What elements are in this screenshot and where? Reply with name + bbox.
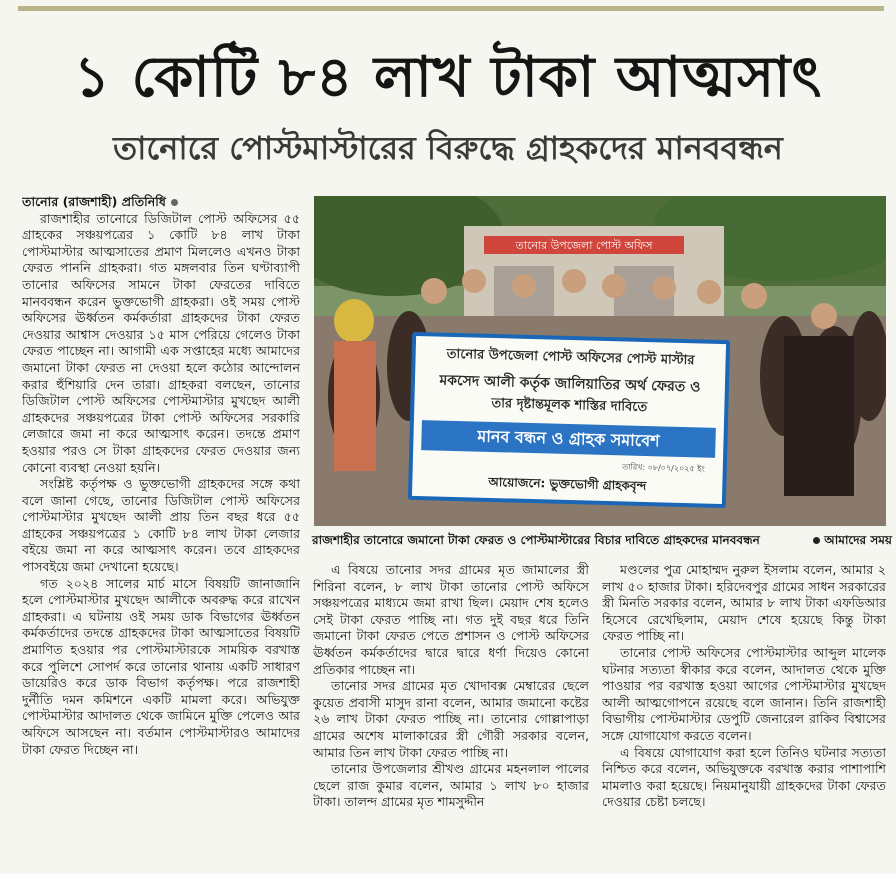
paragraph: তানোর উপজেলার শ্রীখণ্ড গ্রামের মহনলাল পালের ছেলে রাজ কুমার বলেন, আমার ১ লাখ ৮০ হাজার টাকা। তালন্দ গ্রামের মৃত শামসুদ্দীন <box>313 761 589 810</box>
paragraph: এ বিষয়ে তানোর সদর গ্রামের মৃত জামালের স্ত্রী শিরিনা বলেন, ৮ লাখ টাকা তানোর পোস্ট অফিসে সঞ্চয়পত্রের মাধ্যমে জমা রাখা ছিল। মেয়াদ শেষ হলেও সেই টাকা ফেরত পাচ্ছি না। গত দুই বছর ধরে তিনি জমানো টাকা ফেরত পেতে প্রশাসন ও পোস্ট অফিসের ঊর্ধ্বতন কর্মকর্তাদের দ্বারে দ্বারে ধর্ণা দিয়েও কোনো প্রতিকার পাচ্ছেন না। <box>313 562 589 677</box>
article-column-2 <box>313 562 589 862</box>
office-sign: তানোর উপজেলা পোস্ট অফিস <box>515 239 653 252</box>
article-column-3 <box>602 562 886 862</box>
paragraph: রাজশাহীর তানোরে ডিজিটাল পোস্ট অফিসের ৫৫ গ্রাহকের সঞ্চয়পত্রের ১ কোটি ৮৪ লাখ টাকা পোস্টমাস্টার আত্মসাতের প্রমাণ মিললেও এখনও টাকা ফেরত পাননি গ্রাহকরা। গত মঙ্গলবার তিন ঘণ্টাব্যাপী তানোর অফিসের সামনে টাকা ফেরতের দাবিতে মানববন্ধন করেন ভুক্তভোগী গ্রাহকরা। ওই সময় পোস্ট অফিসের ঊর্ধ্বতন কর্মকর্তারা গ্রাহকদের টাকা ফেরত দেওয়ার আশ্বাস দেওয়ার ১৫ মাস পেরিয়ে গেলেও টাকা ফেরত পাচ্ছেন না। আগামী এক সপ্তাহের মধ্যে আমাদের জমানো টাকা ফেরত না দেওয়া হলে কঠোর আন্দোলন করার হুঁশিয়ারি দেন তারা। গ্রাহকরা বলছেন, তানোর ডিজিটাল পোস্ট অফিসের পোস্টমাস্টার মুখছেদ আলী গ্রাহকদের সঞ্চয়পত্রের টাকা পোস্ট অফিসের সরকারি লেজারে জমা না করে আত্মসাৎ করেন। তদন্তে প্রমাণ হওয়ার পরও সে টাকা গ্রাহকদের ফেরত দেওয়ার জন্য কোনো ব্যবস্থা নেওয়া হয়নি। <box>22 210 300 475</box>
protest-banner <box>408 332 730 508</box>
paragraph: তানোর পোস্ট অফিসের পোস্টমাস্টার আব্দুল মালেক ঘটনার সত্যতা স্বীকার করে বলেন, আদালত থেকে মুক্তি পাওয়ার পর বরখাস্ত হওয়া আগের পোস্টমাস্টার মুখছেদ আলী আত্মগোপনে রয়েছে বলে জানান। তিনি রাজশাহী বিভাগীয় পোস্টমাস্টার ডেপুটি জেনারেল রাকিব বিশ্বাসের সঙ্গে যোগাযোগ করতে বলেন। <box>602 644 886 743</box>
subheadline: তানোরে পোস্টমাস্টারের বিরুদ্ধে গ্রাহকদের মানববন্ধন <box>113 129 783 167</box>
photo-caption-bar <box>312 532 892 548</box>
paragraph: এ বিষয়ে যোগাযোগ করা হলে তিনিও ঘটনার সত্যতা নিশ্চিত করে বলেন, অভিযুক্তকে বরখাস্ত করার পাশাপাশি মামলাও করা হয়েছে। নিয়মানুযায়ী গ্রাহকদের টাকা ফেরত দেওয়ার চেষ্টা চলছে। <box>602 744 886 810</box>
bullet-icon <box>813 537 820 544</box>
headline: ১ কোটি ৮৪ লাখ টাকা আত্মসাৎ <box>73 45 823 110</box>
bullet-icon <box>171 199 178 206</box>
banner-line-1: তানোর উপজেলা পোস্ট অফিসের পোস্ট মাস্টার <box>446 346 695 369</box>
banner-line-2: মকসেদ আলী কর্তৃক জালিয়াতির অর্থ ফেরত ও <box>439 372 701 396</box>
top-rule <box>18 6 884 11</box>
paragraph: সংশ্লিষ্ট কর্তৃপক্ষ ও ভুক্তভোগী গ্রাহকদের সঙ্গে কথা বলে জানা গেছে, তানোর ডিজিটাল পোস্ট অফিসের পোস্টমাস্টার মুখছেদ আলী প্রায় তিন বছর ধরে ৫৫ গ্রাহকের সঞ্চয়পত্রের ১ কোটি ৮৪ লাখ টাকা লেজার বইয়ে জমা না করে আত্মসাৎ করেন। তবে গ্রাহকদের পাসবইয়ে জমা দেখানো হয়েছে। <box>22 476 300 575</box>
paragraph: গত ২০২৪ সালের মার্চ মাসে বিষয়টি জানাজানি হলে পোস্টমাস্টার মুখছেদ আলীকে অবরুদ্ধ করে রাখেন গ্রাহকরা। এ ঘটনায় ওই সময় ডাক বিভাগের ঊর্ধ্বতন কর্মকর্তাদের তদন্তে গ্রাহকদের টাকা আত্মসাতের বিষয়টি প্রমাণিত হওয়ার পর পোস্টমাস্টারকে সাময়িক বরখাস্ত করে পুলিশে সোপর্দ করে তানোর থানায় একটি সাধারণ ডায়েরিও করে ডাক বিভাগ কর্তৃপক্ষ। পরে রাজশাহী দুর্নীতি দমন কমিশনে একটি মামলা করে। অভিযুক্ত পোস্টমাস্টার আদালত থেকে জামিনে মুক্তি পেলেও আর অফিসে আসছেন না। বর্তমান পোস্টমাস্টারও আমাদের টাকা ফেরত দিচ্ছেন না। <box>22 575 300 757</box>
photo-credit: আমাদের সময় <box>813 532 892 548</box>
byline: তানোর (রাজশাহী) প্রতিনিধি <box>22 194 300 211</box>
banner-organizer: আয়োজনে: ভুক্তভোগী গ্রাহকবৃন্দ <box>488 474 647 494</box>
banner-line-3: তার দৃষ্টান্তমূলক শাস্তির দাবিতে <box>491 395 648 416</box>
article-column-1 <box>22 194 300 866</box>
banner-date: তারিখ: ০৮/০৭/২০২৫ ইং <box>622 462 705 474</box>
news-photo <box>314 196 886 526</box>
paragraph: তানোর সদর গ্রামের মৃত খোদাবক্স মেম্বারের ছেলে কুয়েত প্রবাসী মাসুদ রানা বলেন, আমার জমানো কষ্টের ২৬ লাখ টাকা ফেরত পাচ্ছি না। তানোর গোল্লাপাড়া গ্রামের অশেষ মালাকারের স্ত্রী গৌরী সরকার বলেন, আমার তিন লাখ টাকা ফেরত পাচ্ছি না। <box>313 678 589 760</box>
banner-line-4: মানব বন্ধন ও গ্রাহক সমাবেশ <box>421 420 716 458</box>
paragraph: মণ্ডলের পুত্র মোহাম্মদ নুরুল ইসলাম বলেন, আমার ২ লাখ ৫০ হাজার টাকা। হরিদেবপুর গ্রামের সাধন সরকারের স্ত্রী মিনতি সরকার বলেন, আমার ৮ লাখ টাকা এফডিআর হিসেবে রেখেছিলাম, মেয়াদ শেষে হয়েছে কিন্তু টাকা ফেরত পাচ্ছি না। <box>602 562 886 644</box>
photo-caption: রাজশাহীর তানোরে জমানো টাকা ফেরত ও পোস্টমাস্টারের বিচার দাবিতে গ্রাহকদের মানববন্ধন <box>312 533 760 547</box>
